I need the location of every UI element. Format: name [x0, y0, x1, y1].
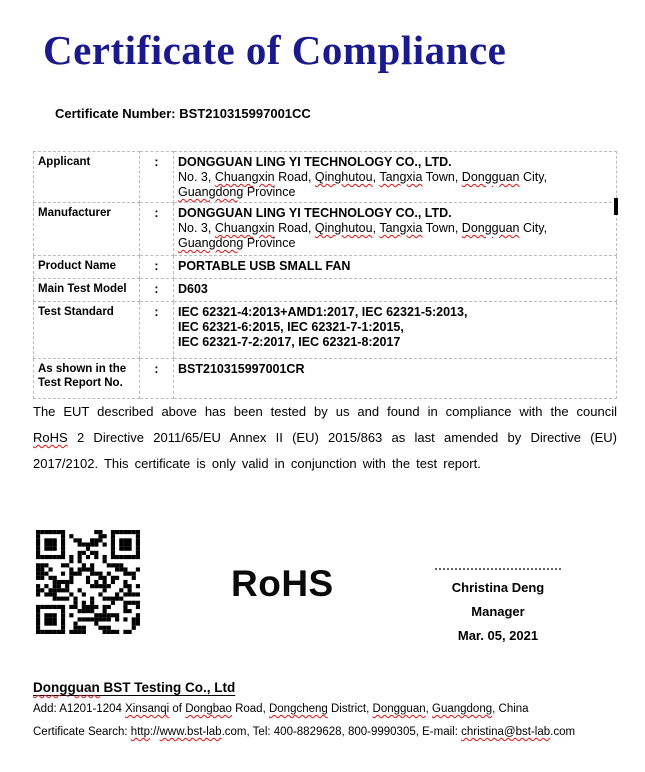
lab-contact-line: Certificate Search: http://www.bst-lab.com, Tel: 400-8829628, 800-9990305, E-mail: christina@bst-lab.com	[33, 726, 576, 738]
row-value: PORTABLE USB SMALL FAN	[174, 256, 617, 279]
signature-block	[418, 568, 578, 652]
row-colon: :	[140, 152, 174, 203]
row-label: Test Standard	[34, 302, 140, 359]
compliance-statement: The EUT described above has been tested by us and found in compliance with the council RoHS 2 Directive 2011/65/EU Annex II (EU) 2015/863 as last amended by Directive (EU) 2017/2102. This certificate is only valid in conjunction with the test report.	[33, 404, 617, 471]
row-colon: :	[140, 203, 174, 256]
row-colon: :	[140, 302, 174, 359]
row-value: DONGGUAN LING YI TECHNOLOGY CO., LTD. No. 3, Chuangxin Road, Qinghutou, Tangxia Town, Dongguan City, Guangdong Province	[174, 203, 617, 256]
row-colon: :	[140, 256, 174, 279]
qr-code	[36, 530, 140, 634]
signature-date: Mar. 05, 2021	[457, 628, 539, 643]
text-caret	[614, 198, 618, 215]
certificate-number	[55, 106, 311, 121]
row-colon: :	[140, 279, 174, 302]
row-value: D603	[174, 279, 617, 302]
signature-rule	[435, 568, 561, 570]
row-value: BST210315997001CR	[174, 359, 617, 399]
certificate-number-label: Certificate Number:	[55, 106, 176, 121]
table-row	[34, 152, 617, 203]
lab-company-name: Dongguan BST Testing Co., Ltd	[33, 680, 236, 695]
signatory-name: Christina Deng	[451, 580, 545, 595]
row-value: DONGGUAN LING YI TECHNOLOGY CO., LTD. No. 3, Chuangxin Road, Qinghutou, Tangxia Town, Dongguan City, Guangdong Province	[174, 152, 617, 203]
certificate-details-table	[33, 151, 617, 399]
row-label: Product Name	[34, 256, 140, 279]
row-colon: :	[140, 359, 174, 399]
table-row	[34, 256, 617, 279]
row-label: Applicant	[34, 152, 140, 203]
row-value: IEC 62321-4:2013+AMD1:2017, IEC 62321-5:2013, IEC 62321-6:2015, IEC 62321-7-1:2015, IEC 62321-7-2:2017, IEC 62321-8:2017	[174, 302, 617, 359]
table-row	[34, 279, 617, 302]
row-label: Manufacturer	[34, 203, 140, 256]
rohs-logo: RoHS	[231, 563, 334, 604]
table-row	[34, 359, 617, 399]
page-title: Certificate of Compliance	[43, 27, 507, 73]
certificate-number-value: BST210315997001CC	[179, 106, 311, 121]
table-row	[34, 302, 617, 359]
row-label: As shown in the Test Report No.	[34, 359, 140, 399]
row-label: Main Test Model	[34, 279, 140, 302]
lab-address: Add: A1201-1204 Xinsanqi of Dongbao Road, Dongcheng District, Dongguan, Guangdong, China	[33, 703, 529, 715]
table-row	[34, 203, 617, 256]
signatory-title: Manager	[471, 604, 525, 619]
